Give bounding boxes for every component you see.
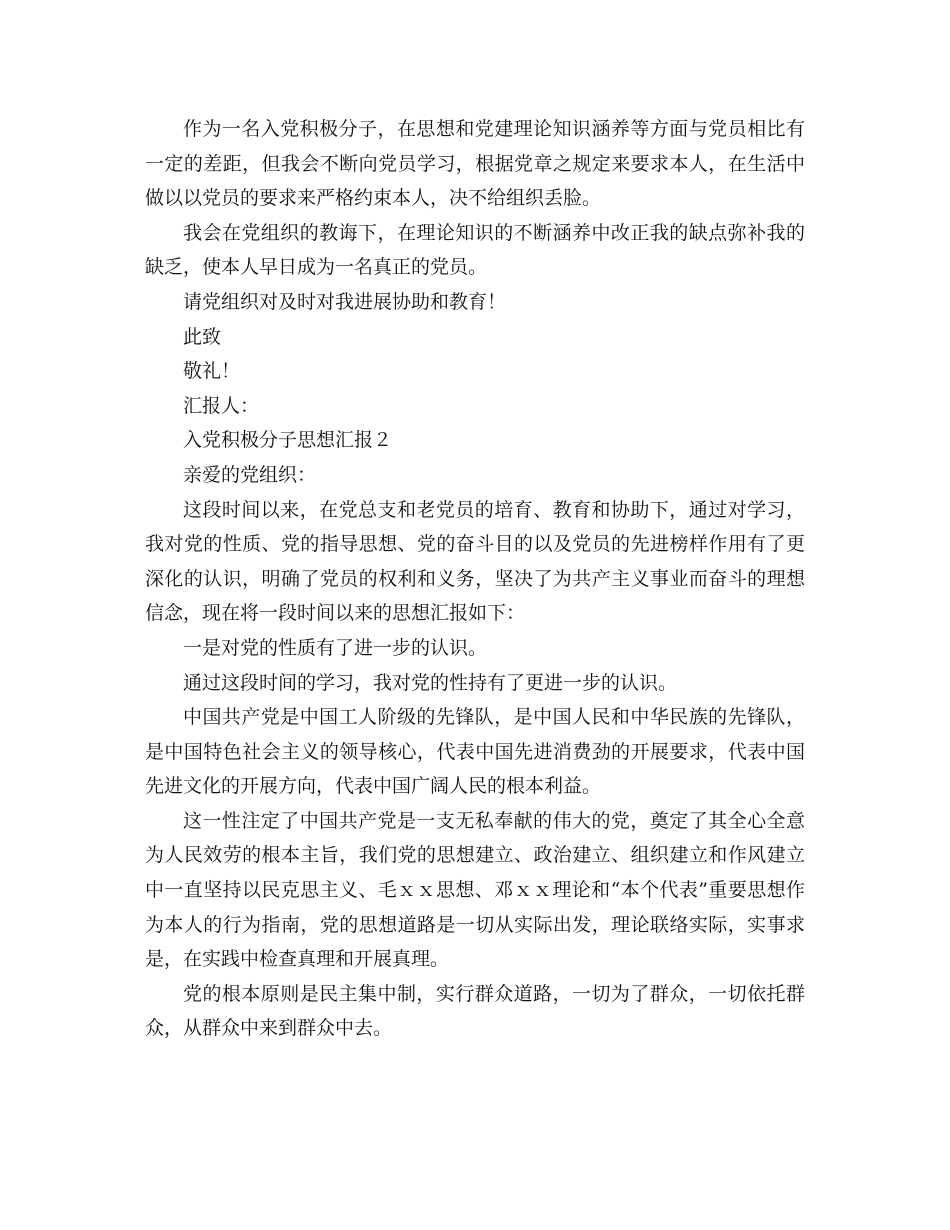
closing-salutation: 此致 [183,325,222,348]
paragraph: 通过这段时间的学习，我对党的性持有了更进一步的认识。 [183,671,678,694]
paragraph: 党的根本原则是民主集中制，实行群众道路，一切为了群众，一切依托群众，从群众中来到群众中去。 [145,982,805,1040]
paragraph: 这一性注定了中国共产党是一支无私奉献的伟大的党，奠定了其全心全意为人民效劳的根本主旨，我们党的思想建立、政治建立、组织建立和作风建立中一直坚持以民克思主义、毛ｘｘ思想、邓ｘｘ理论和“本个代表”重要思想作为本人的行为指南，党的思想道路是一切从实际出发，理论联络实际，实事求是，在实践中检查真理和开展真理。 [145,809,805,971]
paragraph: 一是对党的性质有了进一步的认识。 [183,636,488,659]
paragraph: 这段时间以来，在党总支和老党员的培育、教育和协助下，通过对学习，我对党的性质、党的指导思想、党的奋斗目的以及党员的先进榜样作用有了更深化的认识，明确了党员的权利和义务，坚决了为共产主义事业而奋斗的理想信念，现在将一段时间以来的思想汇报如下： [145,498,805,625]
paragraph: 我会在党组织的教诲下，在理论知识的不断涵养中改正我的缺点弥补我的缺乏，使本人早日成为一名真正的党员。 [145,221,805,279]
greeting: 亲爱的党组织： [183,463,317,486]
section-title: 入党积极分子思想汇报２ [183,429,393,452]
paragraph: 作为一名入党积极分子，在思想和党建理论知识涵养等方面与党员相比有一定的差距，但我会不断向党员学习，根据党章之规定来要求本人，在生活中做以以党员的要求来严格约束本人，决不给组织丢脸。 [145,118,805,210]
reporter-label: 汇报人： [183,394,260,417]
closing-regards: 敬礼！ [183,360,241,383]
paragraph: 中国共产党是中国工人阶级的先锋队，是中国人民和中华民族的先锋队，是中国特色社会主义的领导核心，代表中国先进消费劲的开展要求，代表中国先进文化的开展方向，代表中国广阔人民的根本利益。 [145,706,805,798]
document-body [145,112,805,1046]
paragraph: 请党组织对及时对我进展协助和教育！ [183,290,507,313]
